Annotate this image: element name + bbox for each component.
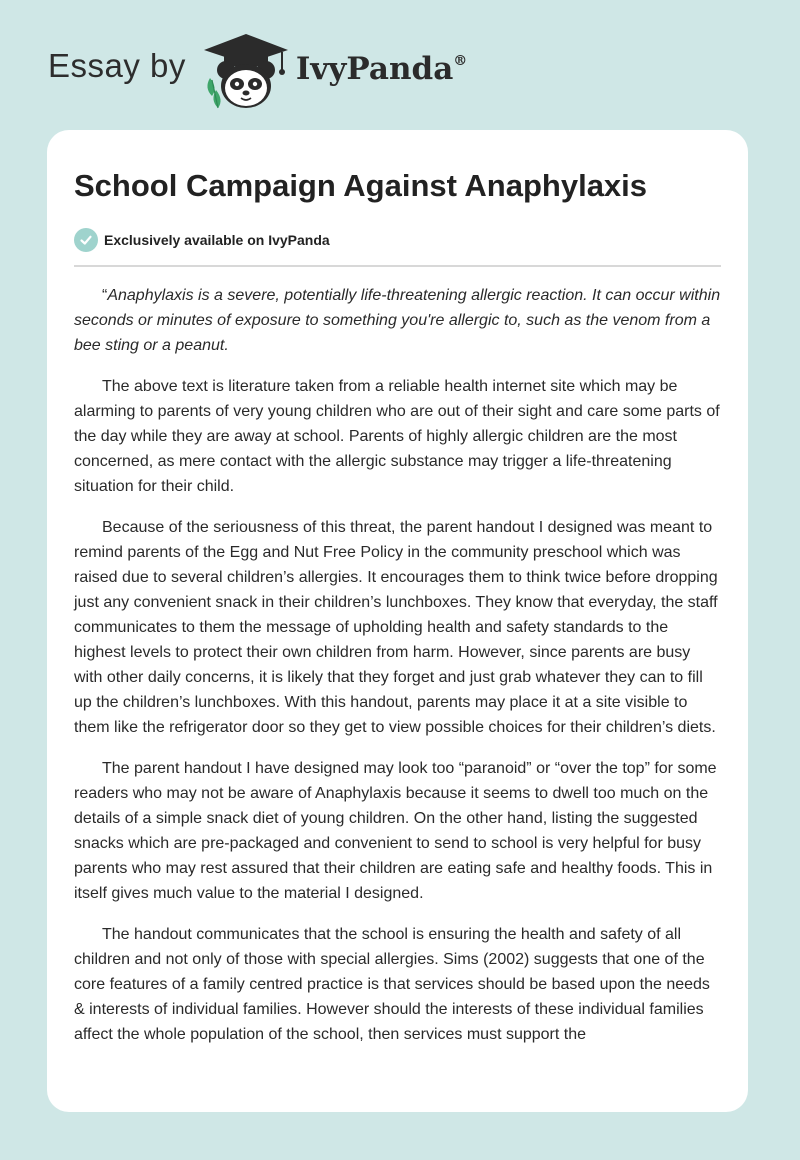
divider (74, 265, 721, 267)
essay-card (47, 130, 748, 1112)
body-paragraph-4: The handout communicates that the school is ensuring the health and safety of all children and not only of those with special allergies. Sims (2002) suggests that one of the core features of a family centred practice is that services should be based upon the needs & interests of individual families. However should the interests of these individual families affect the whole population of the school, then services must support the (74, 926, 710, 1043)
essay-by-label: Essay by (48, 47, 186, 84)
body-paragraph-2: Because of the seriousness of this threat, the parent handout I designed was meant to remind parents of the Egg and Nut Free Policy in the community preschool which was raised due to several children’s allergies. It encourages them to think twice before dropping just any convenient snack in their children’s lunchboxes. They know that everyday, the staff communicates to them the message of upholding health and safety standards to the highest levels to protect their own children from harm. However, since parents are busy with other daily concerns, it is likely that they forget and just grab whatever they can to fill up the children’s lunchboxes. With this handout, parents may place it at a site visible to them like the refrigerator door so they get to view possible choices for their children’s diets. (74, 519, 718, 736)
page-title: School Campaign Against Anaphylaxis (74, 168, 648, 203)
quote-text: Anaphylaxis is a severe, potentially life-threatening allergic reaction. It can occur within seconds or minutes of exposure to something you're allergic to, such as the venom from a bee sting or a peanut. (74, 287, 721, 354)
badge-label: Exclusively available on IvyPanda (104, 232, 330, 248)
body-paragraph-1: The above text is literature taken from a reliable health internet site which may be alarming to parents of very young children who are out of their sight and care some parts of the day while they are away at school. Parents of highly allergic children are the most concerned, as mere contact with the allergic substance may trigger a life-threatening situation for their child. (74, 378, 720, 495)
body-paragraph-3: The parent handout I have designed may look too “paranoid” or “over the top” for some readers who may not be aware of Anaphylaxis because it seems to dwell too much on the details of a simple snack diet of young children. On the other hand, listing the suggested snacks which are pre-packaged and convenient to send to school is very helpful for busy parents who may rest assured that their children are eating safe and healthy foods. This in itself gives much value to the material I designed. (74, 760, 717, 902)
exclusive-badge (74, 226, 721, 254)
open-quote-mark: “ (102, 287, 108, 304)
quote-paragraph (74, 283, 721, 358)
site-header (48, 30, 467, 110)
brand-name[interactable]: IvyPanda® (295, 51, 468, 87)
panda-graduate-logo-icon[interactable] (200, 30, 292, 110)
registered-mark: ® (453, 53, 468, 69)
checkmark-icon (74, 228, 98, 252)
